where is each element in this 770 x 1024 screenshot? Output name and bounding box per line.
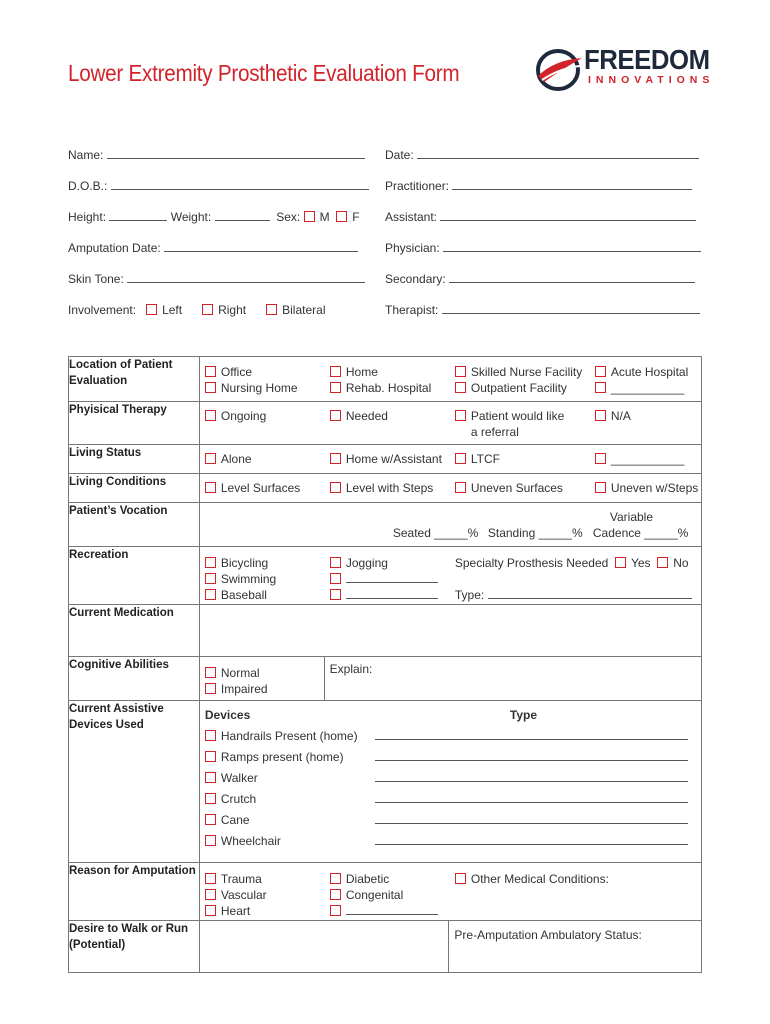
- walker-checkbox[interactable]: Walker: [205, 770, 258, 786]
- checkbox-icon[interactable]: [330, 482, 341, 493]
- ltcf-checkbox[interactable]: LTCF: [455, 451, 500, 467]
- yes-checkbox[interactable]: [615, 557, 626, 568]
- freedom-innovations-logo: [534, 44, 715, 94]
- logo-wordmark: FREEDOM: [584, 44, 710, 75]
- checkbox-icon[interactable]: [330, 410, 341, 421]
- cognitive-row: [69, 657, 702, 701]
- checkbox-icon[interactable]: [330, 557, 341, 568]
- sex-m-checkbox[interactable]: [304, 211, 315, 222]
- checkbox-icon[interactable]: [455, 873, 466, 884]
- practitioner-field[interactable]: Practitioner:: [385, 179, 692, 193]
- variable-label: Variable: [609, 510, 654, 524]
- row-label: Cognitive Abilities: [69, 657, 200, 701]
- needed-checkbox[interactable]: Needed: [330, 408, 388, 424]
- checkbox-icon[interactable]: [205, 889, 216, 900]
- skin-tone-field[interactable]: Skin Tone:: [68, 272, 365, 286]
- row-label: Recreation: [69, 547, 200, 605]
- checkbox-icon[interactable]: [455, 453, 466, 464]
- height-field[interactable]: [109, 210, 167, 221]
- location-other-checkbox[interactable]: ___________: [595, 380, 684, 396]
- type-field[interactable]: Type:: [455, 587, 692, 603]
- ongoing-checkbox[interactable]: Ongoing: [205, 408, 266, 424]
- weight-label: Weight:: [170, 210, 212, 224]
- seated-percent[interactable]: Seated _____%: [392, 526, 479, 540]
- checkbox-icon[interactable]: [330, 453, 341, 464]
- checkbox-icon[interactable]: [205, 751, 216, 762]
- checkbox-icon[interactable]: [595, 482, 606, 493]
- referral-label: a referral: [470, 425, 519, 439]
- recreation-other-1[interactable]: [330, 571, 438, 587]
- checkbox-icon[interactable]: [205, 410, 216, 421]
- congenital-checkbox[interactable]: Congenital: [330, 887, 403, 903]
- checkbox-icon[interactable]: [205, 793, 216, 804]
- checkbox-icon[interactable]: [330, 366, 341, 377]
- checkbox-icon[interactable]: [330, 573, 341, 584]
- wheelchair-type-field[interactable]: [375, 833, 688, 849]
- devices-header: Devices: [204, 708, 251, 722]
- living-other-checkbox[interactable]: ___________: [595, 451, 684, 467]
- sex-label: Sex:: [276, 210, 301, 224]
- normal-checkbox[interactable]: Normal: [205, 665, 260, 681]
- swimming-checkbox[interactable]: Swimming: [205, 571, 276, 587]
- amputation-date-field[interactable]: Amputation Date:: [68, 241, 358, 255]
- vascular-checkbox[interactable]: Vascular: [205, 887, 267, 903]
- checkbox-icon[interactable]: [595, 453, 606, 464]
- living-status-row: [69, 445, 702, 474]
- checkbox-icon[interactable]: [330, 889, 341, 900]
- nursing-home-checkbox[interactable]: Nursing Home: [205, 380, 298, 396]
- standing-percent[interactable]: Standing _____%: [487, 526, 583, 540]
- checkbox-icon[interactable]: [205, 667, 216, 678]
- weight-field[interactable]: [215, 210, 270, 221]
- checkbox-icon[interactable]: [330, 589, 341, 600]
- checkbox-icon[interactable]: [205, 905, 216, 916]
- involvement-left-checkbox[interactable]: [146, 304, 157, 315]
- living-conditions-row: [69, 474, 702, 503]
- checkbox-icon[interactable]: [205, 814, 216, 825]
- cane-checkbox[interactable]: Cane: [205, 812, 250, 828]
- row-label: Living Conditions: [69, 474, 200, 503]
- specialty-prosthesis: Specialty Prosthesis Needed Yes No: [454, 556, 689, 570]
- involvement-right-checkbox[interactable]: [202, 304, 213, 315]
- sex-f-checkbox[interactable]: [336, 211, 347, 222]
- checkbox-icon[interactable]: [595, 366, 606, 377]
- jogging-checkbox[interactable]: Jogging: [330, 555, 388, 571]
- cadence-percent[interactable]: Cadence _____%: [592, 526, 689, 540]
- row-label: Desire to Walk or Run (Potential): [69, 921, 200, 973]
- desire-row: [69, 921, 702, 973]
- involvement-bilateral-checkbox[interactable]: [266, 304, 277, 315]
- physician-field[interactable]: Physician:: [385, 241, 701, 255]
- checkbox-icon[interactable]: [455, 410, 466, 421]
- pre-amputation-field[interactable]: [449, 921, 702, 973]
- handrails-type-field[interactable]: [375, 728, 688, 744]
- crutch-type-field[interactable]: [375, 791, 688, 807]
- level-steps-checkbox[interactable]: Level with Steps: [330, 480, 433, 496]
- checkbox-icon[interactable]: [455, 482, 466, 493]
- heart-checkbox[interactable]: Heart: [205, 903, 250, 919]
- row-label: Reason for Amputation: [69, 863, 200, 921]
- recreation-other-2[interactable]: [330, 587, 438, 603]
- checkbox-icon[interactable]: [205, 873, 216, 884]
- checkbox-icon[interactable]: [205, 835, 216, 846]
- location-row: [69, 357, 702, 402]
- row-label: Patient’s Vocation: [69, 503, 200, 547]
- checkbox-icon[interactable]: [205, 382, 216, 393]
- diabetic-checkbox[interactable]: Diabetic: [330, 871, 389, 887]
- rehab-hospital-checkbox[interactable]: Rehab. Hospital: [330, 380, 431, 396]
- cane-type-field[interactable]: [375, 812, 688, 828]
- explain-label: Explain:: [329, 662, 373, 676]
- checkbox-icon[interactable]: [205, 366, 216, 377]
- wheelchair-checkbox[interactable]: Wheelchair: [205, 833, 281, 849]
- ramps-type-field[interactable]: [375, 749, 688, 765]
- secondary-field[interactable]: Secondary:: [385, 272, 695, 286]
- checkbox-icon[interactable]: [455, 366, 466, 377]
- row-label: Living Status: [69, 445, 200, 474]
- checkbox-icon[interactable]: [205, 683, 216, 694]
- explain-field[interactable]: [324, 657, 701, 701]
- pt-row: [69, 402, 702, 445]
- row-label: Current Assistive Devices Used: [69, 701, 200, 863]
- ramps-checkbox[interactable]: Ramps present (home): [205, 749, 344, 765]
- type-header: Type: [509, 708, 537, 722]
- checkbox-icon[interactable]: [205, 589, 216, 600]
- swoosh-icon: [534, 46, 586, 94]
- checkbox-icon[interactable]: [205, 772, 216, 783]
- medication-row: [69, 605, 702, 657]
- name-field[interactable]: Name:: [68, 148, 365, 162]
- row-label: Current Medication: [69, 605, 200, 657]
- impaired-checkbox[interactable]: Impaired: [205, 681, 268, 697]
- handrails-checkbox[interactable]: Handrails Present (home): [205, 728, 358, 744]
- checkbox-icon[interactable]: [330, 382, 341, 393]
- bicycling-checkbox[interactable]: Bicycling: [205, 555, 268, 571]
- reason-row: [69, 863, 702, 921]
- height-label: Height:: [68, 210, 107, 224]
- involvement-row: Involvement: Left Right Bilateral: [68, 303, 326, 317]
- crutch-checkbox[interactable]: Crutch: [205, 791, 256, 807]
- evaluation-table: [68, 356, 702, 973]
- height-weight-sex-row: Height: Weight: Sex: M F: [68, 210, 360, 224]
- uneven-steps-checkbox[interactable]: Uneven w/Steps: [595, 480, 698, 496]
- acute-hospital-checkbox[interactable]: Acute Hospital: [595, 364, 688, 380]
- checkbox-icon[interactable]: [205, 482, 216, 493]
- outpatient-checkbox[interactable]: Outpatient Facility: [455, 380, 567, 396]
- office-checkbox[interactable]: Office: [205, 364, 252, 380]
- row-label: Location of Patient Evaluation: [69, 357, 200, 402]
- row-label: Phyisical Therapy: [69, 402, 200, 445]
- vocation-row: [69, 503, 702, 547]
- other-conditions-checkbox[interactable]: Other Medical Conditions:: [455, 871, 609, 887]
- no-checkbox[interactable]: [657, 557, 668, 568]
- referral-checkbox[interactable]: Patient would like: [455, 408, 564, 424]
- checkbox-icon[interactable]: [205, 573, 216, 584]
- assistant-field[interactable]: Assistant:: [385, 210, 696, 224]
- checkbox-icon[interactable]: [330, 905, 341, 916]
- checkbox-icon[interactable]: [205, 730, 216, 741]
- uneven-surfaces-checkbox[interactable]: Uneven Surfaces: [455, 480, 563, 496]
- form-title: Lower Extremity Prosthetic Evaluation Form: [68, 60, 460, 86]
- checkbox-icon[interactable]: [595, 410, 606, 421]
- home-checkbox[interactable]: Home: [330, 364, 378, 380]
- reason-other-checkbox[interactable]: [330, 903, 438, 919]
- therapist-field[interactable]: Therapist:: [385, 303, 700, 317]
- skilled-nurse-checkbox[interactable]: Skilled Nurse Facility: [455, 364, 582, 380]
- alone-checkbox[interactable]: Alone: [205, 451, 252, 467]
- desire-field[interactable]: [199, 921, 449, 973]
- date-field[interactable]: Date:: [385, 148, 699, 162]
- trauma-checkbox[interactable]: Trauma: [205, 871, 262, 887]
- recreation-row: [69, 547, 702, 605]
- level-surfaces-checkbox[interactable]: Level Surfaces: [205, 480, 300, 496]
- walker-type-field[interactable]: [375, 770, 688, 786]
- baseball-checkbox[interactable]: Baseball: [205, 587, 267, 603]
- home-assistant-checkbox[interactable]: Home w/Assistant: [330, 451, 442, 467]
- checkbox-icon[interactable]: [330, 873, 341, 884]
- checkbox-icon[interactable]: [455, 382, 466, 393]
- checkbox-icon[interactable]: [205, 557, 216, 568]
- dob-field[interactable]: D.O.B.:: [68, 179, 369, 193]
- logo-subtitle: INNOVATIONS: [588, 74, 715, 86]
- checkbox-icon[interactable]: [595, 382, 606, 393]
- medication-field[interactable]: [199, 605, 701, 657]
- checkbox-icon[interactable]: [205, 453, 216, 464]
- pre-amputation-label: Pre-Amputation Ambulatory Status:: [454, 928, 642, 942]
- assistive-row: [69, 701, 702, 863]
- na-checkbox[interactable]: N/A: [595, 408, 631, 424]
